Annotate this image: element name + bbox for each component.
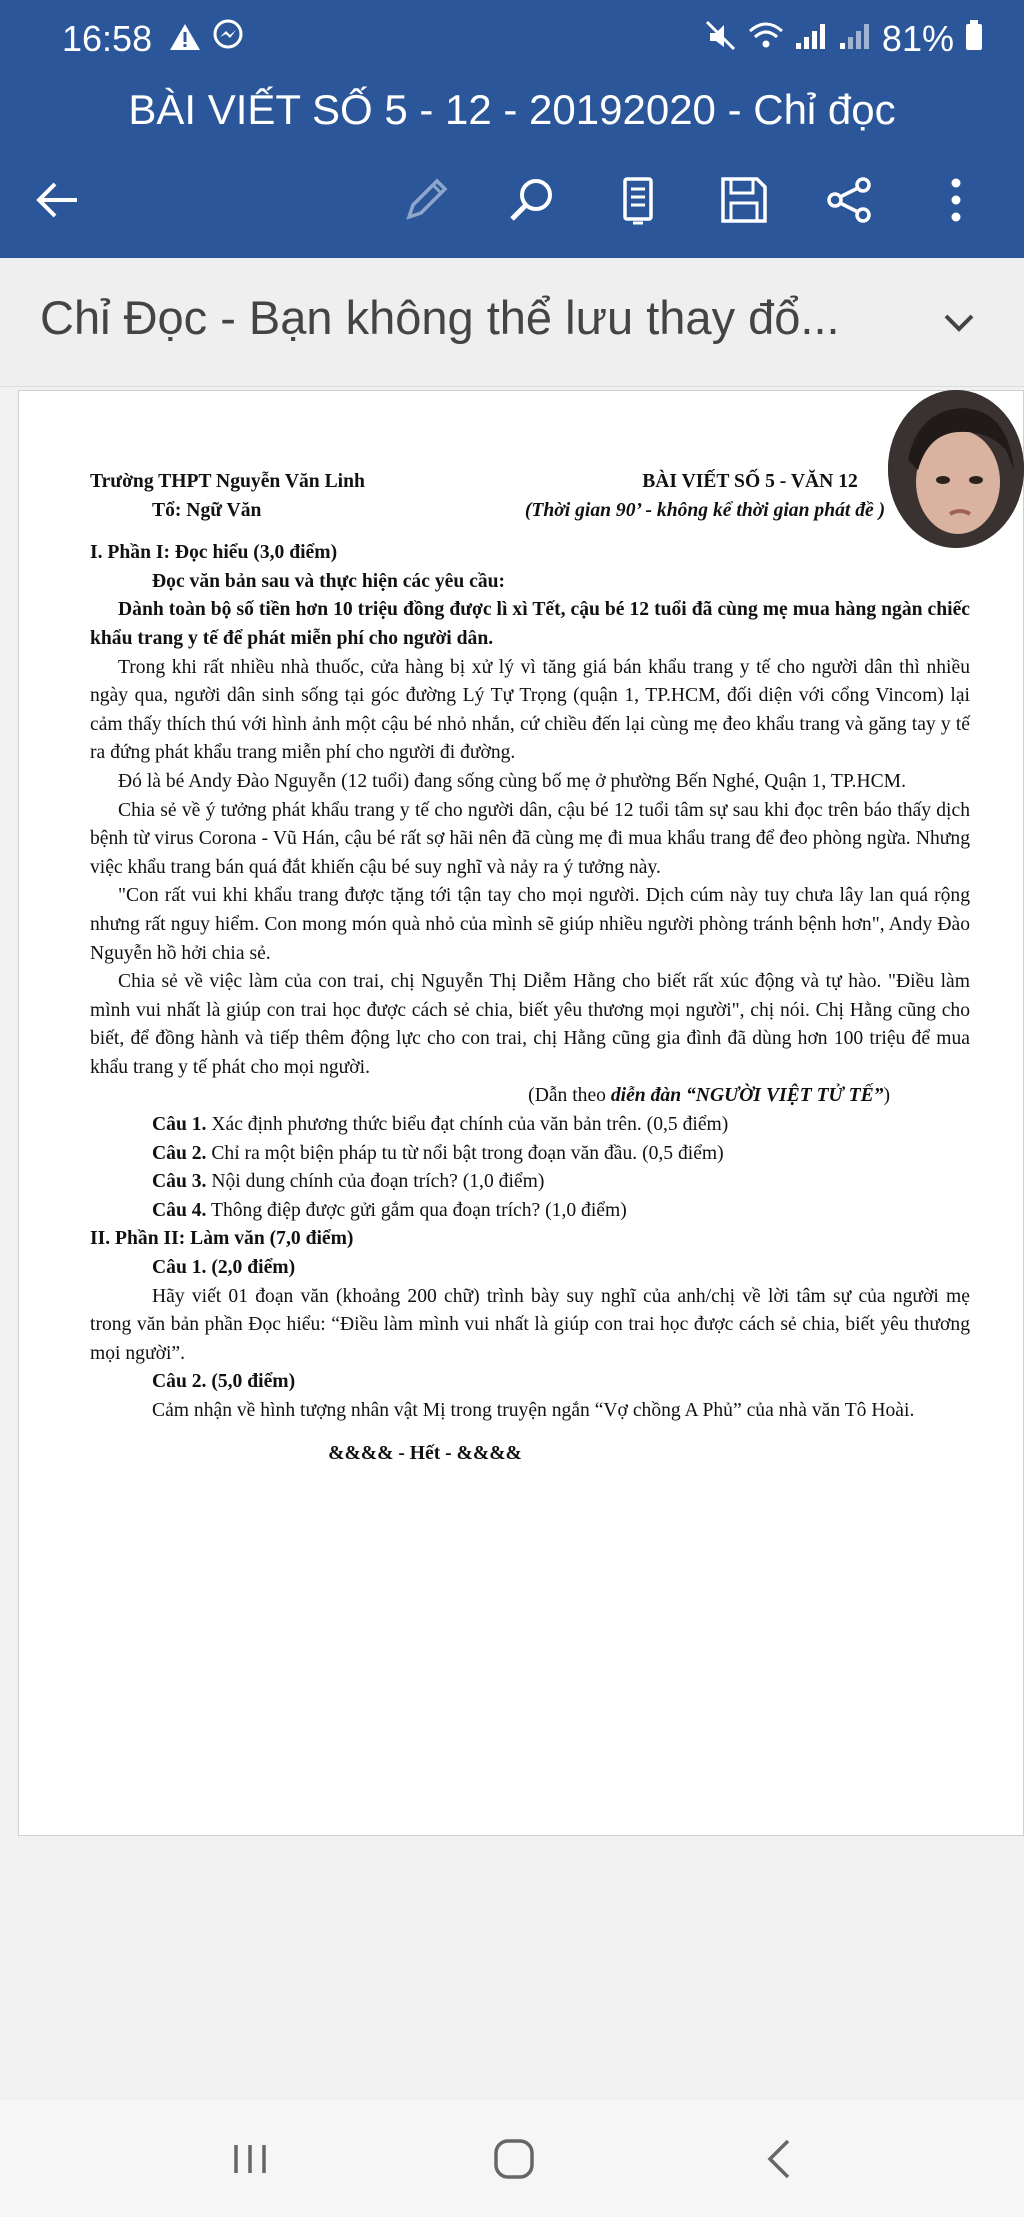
home-button[interactable] bbox=[464, 2100, 564, 2217]
warning-icon bbox=[168, 22, 202, 52]
part1-instruction: Đọc văn bản sau và thực hiện các yêu cầu: bbox=[152, 570, 506, 592]
part2-title: II. Phần II: Làm văn (7,0 điểm) bbox=[90, 1228, 354, 1250]
question-1: Câu 1. Xác định phương thức biểu đạt chính của văn bản trên. (0,5 điểm) bbox=[152, 1114, 729, 1136]
reading-view-button[interactable] bbox=[598, 160, 678, 240]
back-nav-button[interactable] bbox=[730, 2100, 830, 2217]
signal-2-icon bbox=[838, 21, 872, 51]
department: Tổ: Ngữ Văn bbox=[152, 499, 262, 521]
source-citation: (Dẫn theo diễn đàn “NGƯỜI VIỆT TỬ TẾ”) bbox=[528, 1085, 890, 1107]
more-icon bbox=[929, 173, 983, 227]
back-chevron-icon bbox=[756, 2135, 804, 2183]
document-content bbox=[90, 468, 970, 1468]
search-button[interactable] bbox=[492, 160, 572, 240]
end-mark: &&&& - Hết - &&&& bbox=[328, 1442, 522, 1464]
signal-icon bbox=[794, 21, 828, 51]
passage-paragraph-4: "Con rất vui khi khẩu trang được tặng tới tận tay cho mọi người. Dịch cúm này tuy chưa lây lan quá rộng nhưng rất nguy hiểm. Con mong món quà nhỏ của mình sẽ giúp nhiều người phòng tránh bệnh hơn", Andy Đào Nguyễn hồ hởi chia sẻ. bbox=[90, 885, 970, 964]
mute-icon bbox=[704, 19, 738, 51]
notification-icons bbox=[168, 18, 245, 60]
app-bar bbox=[0, 0, 1024, 258]
question-3: Câu 3. Nội dung chính của đoạn trích? (1,0 điểm) bbox=[152, 1171, 545, 1193]
part2-question-1-title: Câu 1. (2,0 điểm) bbox=[152, 1257, 296, 1279]
save-button[interactable] bbox=[704, 160, 784, 240]
status-time: 16:58 bbox=[62, 18, 153, 59]
school-name: Trường THPT Nguyễn Văn Linh bbox=[90, 471, 365, 492]
wifi-icon bbox=[748, 19, 784, 51]
edit-button[interactable] bbox=[386, 160, 466, 240]
part2-question-1-text: Hãy viết 01 đoạn văn (khoảng 200 chữ) trình bày suy nghĩ của anh/chị về lời tâm sự của người mẹ trong văn bản phần Đọc hiểu: “Điều làm mình vui nhất là giúp con trai học được cách sẻ chia, biết yêu thương mọi người”. bbox=[90, 1285, 970, 1364]
home-icon bbox=[490, 2135, 538, 2183]
passage-paragraph-1: Trong khi rất nhiều nhà thuốc, cửa hàng bị xử lý vì tăng giá bán khẩu trang y tế cho người dân thì nhiều ngày qua, người dân sinh sống tại góc đường Lý Tự Trọng (quận 1, TP.HCM, đối diện với cổng Vincom) lại cảm thấy thích thú với hình ảnh một cậu bé nhỏ nhắn, cứ chiều đến lại cùng mẹ đeo khẩu trang và găng tay y tế ra đứng phát khẩu trang miễn phí cho người đi đường. bbox=[90, 656, 970, 764]
search-icon bbox=[505, 173, 559, 227]
exam-title: BÀI VIẾT SỐ 5 - VĂN 12 bbox=[642, 471, 858, 492]
exam-time: (Thời gian 90’ - không kể thời gian phát đề ) bbox=[524, 499, 886, 521]
question-4: Câu 4. Thông điệp được gửi gắm qua đoạn trích? (1,0 điểm) bbox=[152, 1199, 627, 1221]
passage-paragraph-3: Chia sẻ về ý tưởng phát khẩu trang y tế cho người dân, cậu bé 12 tuổi tâm sự sau khi đọc trên báo thấy dịch bệnh từ virus Corona - Vũ Hán, cậu bé rất sợ hãi nên đã cùng mẹ đi mua khẩu trang để đeo phòng ngừa. Nhưng việc khẩu trang bán quá đắt khiến cậu bé suy nghĩ và nảy ra ý tưởng này. bbox=[90, 799, 970, 878]
passage-paragraph-2: Đó là bé Andy Đào Nguyễn (12 tuổi) đang sống cùng bố mẹ ở phường Bến Nghé, Quận 1, TP.HCM. bbox=[118, 770, 906, 792]
recent-apps-button[interactable] bbox=[200, 2100, 300, 2217]
save-icon bbox=[717, 173, 771, 227]
share-button[interactable] bbox=[810, 160, 890, 240]
status-bar bbox=[0, 0, 1024, 80]
toolbar bbox=[0, 160, 1024, 240]
passage-heading: Dành toàn bộ số tiền hơn 10 triệu đồng được lì xì Tết, cậu bé 12 tuổi đã cùng mẹ mua hàng ngàn chiếc khẩu trang y tế để phát miễn phí cho người dân. bbox=[90, 599, 970, 649]
status-right bbox=[704, 18, 984, 60]
read-only-text: Chỉ Đọc - Bạn không thể lưu thay đổ... bbox=[40, 291, 840, 344]
document-title: BÀI VIẾT SỐ 5 - 12 - 20192020 - Chỉ đọc bbox=[128, 86, 896, 133]
recent-apps-icon bbox=[226, 2135, 274, 2183]
more-options-button[interactable] bbox=[916, 160, 996, 240]
part2-question-2-text: Cảm nhận về hình tượng nhân vật Mị trong truyện ngắn “Vợ chồng A Phủ” của nhà văn Tô Hoài. bbox=[152, 1400, 915, 1421]
passage-paragraph-5: Chia sẻ về việc làm của con trai, chị Nguyễn Thị Diễm Hằng cho biết rất xúc động và tự hào. "Điều làm mình vui nhất là giúp con trai học được cách sẻ chia, biết yêu thương mọi người", chị nói. Chị Hằng cũng cho biết, để đồng hành và tiếp thêm động lực cho con trai, chị Hằng cũng gia đình đã dùng hơn 100 triệu để mua khẩu trang y tế phát cho mọi người. bbox=[90, 971, 970, 1078]
part1-title: I. Phần I: Đọc hiểu (3,0 điểm) bbox=[90, 542, 338, 564]
back-button[interactable] bbox=[18, 160, 98, 240]
messenger-icon bbox=[211, 18, 245, 52]
back-arrow-icon bbox=[31, 173, 85, 227]
battery-icon bbox=[964, 19, 984, 51]
reading-view-icon bbox=[611, 173, 665, 227]
share-icon bbox=[823, 173, 877, 227]
chevron-down-icon[interactable] bbox=[934, 298, 984, 348]
battery-percent: 81% bbox=[881, 18, 954, 59]
system-navigation-bar bbox=[0, 2100, 1024, 2217]
pencil-icon bbox=[399, 173, 453, 227]
read-only-banner[interactable] bbox=[0, 258, 1024, 387]
question-2: Câu 2. Chỉ ra một biện pháp tu từ nổi bật trong đoạn văn đầu. (0,5 điểm) bbox=[152, 1142, 724, 1164]
part2-question-2-title: Câu 2. (5,0 điểm) bbox=[152, 1371, 296, 1393]
